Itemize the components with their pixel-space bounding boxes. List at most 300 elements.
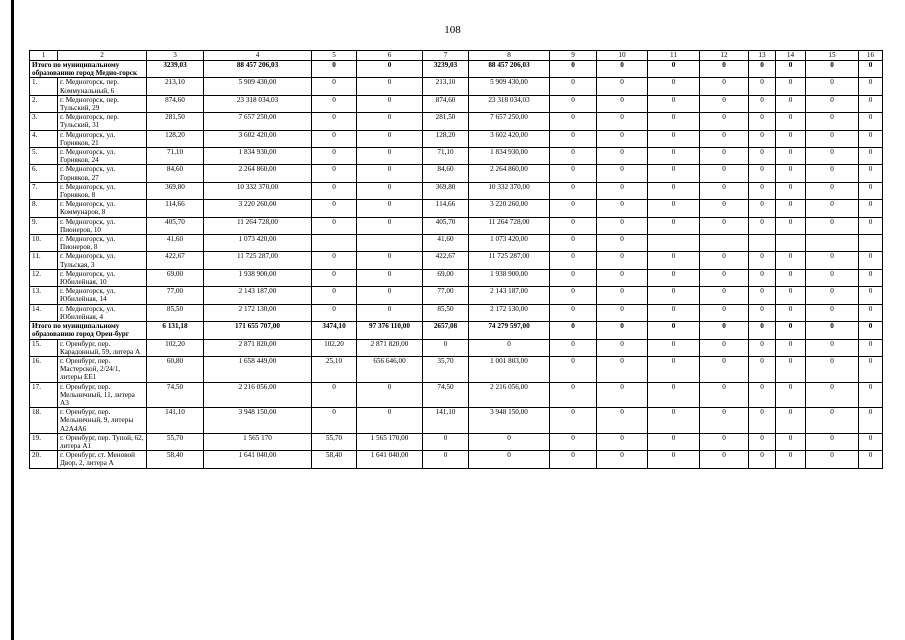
value-cell: 0 [550, 339, 597, 356]
row-number: 5. [30, 148, 58, 165]
value-cell: 0 [859, 113, 883, 130]
value-cell: 71,10 [423, 148, 469, 165]
value-cell: 0 [700, 95, 749, 112]
value-cell: 0 [749, 252, 776, 269]
value-cell: 2 264 860,00 [469, 165, 550, 182]
value-cell: 0 [597, 451, 648, 468]
table-row [30, 408, 883, 434]
address-cell: г. Оренбург, пер. Мельничный, 11, литера А3 [58, 382, 147, 408]
value-cell: 422,67 [147, 252, 204, 269]
value-cell: 1 565 170 [204, 433, 312, 450]
value-cell: 10 332 370,00 [204, 182, 312, 199]
value-cell: 0 [749, 61, 776, 78]
value-cell: 0 [648, 382, 700, 408]
address-cell: г. Оренбург, пер. Мельничный, 9, литеры А2А4А6 [58, 408, 147, 434]
value-cell: 0 [550, 61, 597, 78]
value-cell: 213,10 [147, 78, 204, 95]
value-cell: 5 909 430,00 [204, 78, 312, 95]
value-cell: 0 [859, 217, 883, 234]
value-cell: 0 [806, 304, 859, 321]
value-cell: 0 [648, 165, 700, 182]
value-cell: 0 [648, 252, 700, 269]
value-cell [648, 235, 700, 252]
value-cell: 0 [357, 252, 423, 269]
value-cell: 281,50 [423, 113, 469, 130]
table-row [30, 78, 883, 95]
address-cell: г. Медногорск, ул. Тульская, 3 [58, 252, 147, 269]
value-cell: 369,80 [147, 182, 204, 199]
value-cell: 0 [550, 113, 597, 130]
value-cell: 0 [776, 451, 806, 468]
value-cell: 0 [700, 200, 749, 217]
value-cell: 0 [700, 451, 749, 468]
value-cell [859, 235, 883, 252]
value-cell: 3 948 150,00 [204, 408, 312, 434]
value-cell: 0 [859, 322, 883, 339]
value-cell: 69,00 [423, 269, 469, 286]
value-cell: 0 [597, 356, 648, 382]
value-cell: 114,66 [147, 200, 204, 217]
value-cell: 3 602 420,00 [469, 130, 550, 147]
value-cell: 0 [312, 252, 357, 269]
table-row [30, 113, 883, 130]
value-cell: 0 [357, 61, 423, 78]
value-cell: 1 938 900,00 [469, 269, 550, 286]
value-cell: 1 658 449,00 [204, 356, 312, 382]
value-cell: 0 [423, 451, 469, 468]
value-cell: 213,10 [423, 78, 469, 95]
value-cell: 0 [357, 304, 423, 321]
value-cell: 0 [357, 165, 423, 182]
value-cell: 1 001 803,00 [469, 356, 550, 382]
value-cell: 0 [749, 322, 776, 339]
row-number: 20. [30, 451, 58, 468]
value-cell: 128,20 [147, 130, 204, 147]
value-cell: 0 [776, 356, 806, 382]
value-cell: 0 [597, 130, 648, 147]
value-cell: 2 172 130,00 [204, 304, 312, 321]
value-cell: 2 264 860,00 [204, 165, 312, 182]
value-cell: 0 [749, 408, 776, 434]
value-cell: 0 [423, 339, 469, 356]
value-cell: 11 725 287,00 [469, 252, 550, 269]
value-cell: 3 220 260,00 [469, 200, 550, 217]
value-cell: 25,10 [312, 356, 357, 382]
value-cell: 141,10 [423, 408, 469, 434]
row-number: 4. [30, 130, 58, 147]
value-cell: 0 [357, 130, 423, 147]
value-cell: 11 264 728,00 [469, 217, 550, 234]
value-cell: 0 [357, 182, 423, 199]
table-row [30, 252, 883, 269]
row-number: 9. [30, 217, 58, 234]
value-cell: 0 [700, 78, 749, 95]
row-number: 16. [30, 356, 58, 382]
row-number: 19. [30, 433, 58, 450]
table-row [30, 95, 883, 112]
value-cell: 0 [749, 148, 776, 165]
value-cell: 23 318 034,03 [469, 95, 550, 112]
value-cell: 0 [312, 382, 357, 408]
address-cell: г. Медногорск, ул. Горняков, 24 [58, 148, 147, 165]
address-cell: г. Медногорск, ул. Юбилейная, 4 [58, 304, 147, 321]
value-cell [749, 235, 776, 252]
value-cell: 55,70 [147, 433, 204, 450]
value-cell: 0 [859, 148, 883, 165]
address-cell: г. Медногорск, ул. Юбилейная, 14 [58, 287, 147, 304]
value-cell: 0 [312, 165, 357, 182]
value-cell: 1 834 930,00 [469, 148, 550, 165]
value-cell: 0 [859, 252, 883, 269]
value-cell: 55,70 [312, 433, 357, 450]
value-cell: 0 [312, 148, 357, 165]
value-cell: 0 [597, 165, 648, 182]
value-cell: 0 [806, 339, 859, 356]
value-cell [806, 235, 859, 252]
value-cell: 0 [806, 200, 859, 217]
value-cell: 0 [749, 433, 776, 450]
value-cell: 0 [648, 356, 700, 382]
value-cell: 0 [597, 217, 648, 234]
value-cell: 0 [859, 451, 883, 468]
value-cell: 0 [859, 356, 883, 382]
value-cell: 0 [597, 339, 648, 356]
value-cell: 0 [700, 217, 749, 234]
value-cell: 0 [859, 130, 883, 147]
table-row [30, 382, 883, 408]
value-cell: 0 [550, 322, 597, 339]
table-row [30, 433, 883, 450]
value-cell: 0 [806, 252, 859, 269]
value-cell: 11 264 728,00 [204, 217, 312, 234]
value-cell: 0 [597, 382, 648, 408]
value-cell: 88 457 206,03 [469, 61, 550, 78]
value-cell: 0 [859, 304, 883, 321]
value-cell: 0 [648, 287, 700, 304]
value-cell: 0 [700, 269, 749, 286]
value-cell: 0 [550, 382, 597, 408]
value-cell: 0 [700, 252, 749, 269]
value-cell: 0 [312, 130, 357, 147]
value-cell: 0 [597, 408, 648, 434]
value-cell: 0 [806, 451, 859, 468]
value-cell: 0 [749, 182, 776, 199]
subtotal-row [30, 61, 883, 78]
value-cell: 2 143 187,00 [469, 287, 550, 304]
address-cell: г. Оренбург, пер. Карадонный, 59, литера А [58, 339, 147, 356]
value-cell: 141,10 [147, 408, 204, 434]
value-cell: 0 [749, 304, 776, 321]
value-cell: 0 [859, 269, 883, 286]
value-cell: 0 [357, 382, 423, 408]
table-row [30, 235, 883, 252]
value-cell: 0 [806, 130, 859, 147]
value-cell: 0 [776, 287, 806, 304]
value-cell: 0 [776, 269, 806, 286]
row-number: 8. [30, 200, 58, 217]
value-cell: 0 [597, 304, 648, 321]
value-cell: 0 [700, 61, 749, 78]
value-cell: 1 834 930,00 [204, 148, 312, 165]
value-cell: 0 [859, 433, 883, 450]
value-cell: 405,70 [423, 217, 469, 234]
value-cell: 0 [312, 113, 357, 130]
value-cell: 11 725 287,00 [204, 252, 312, 269]
column-number-cell: 13 [749, 51, 776, 61]
value-cell: 23 318 034,03 [204, 95, 312, 112]
value-cell: 0 [776, 217, 806, 234]
value-cell: 0 [776, 408, 806, 434]
value-cell: 0 [749, 287, 776, 304]
address-cell: г. Медногорск, ул. Коммунаров, 8 [58, 200, 147, 217]
value-cell: 0 [312, 182, 357, 199]
value-cell: 0 [357, 148, 423, 165]
value-cell: 0 [806, 61, 859, 78]
value-cell: 0 [776, 78, 806, 95]
table-row [30, 130, 883, 147]
address-cell: г. Оренбург, пер. Тупой, 62, литера А1 [58, 433, 147, 450]
value-cell: 0 [749, 95, 776, 112]
column-number-cell: 15 [806, 51, 859, 61]
subtotal-label: Итого по муниципальному образованию город Медно-горск [30, 61, 147, 78]
value-cell: 0 [859, 408, 883, 434]
value-cell: 0 [806, 356, 859, 382]
value-cell: 3 220 260,00 [204, 200, 312, 217]
value-cell: 114,66 [423, 200, 469, 217]
column-number-cell: 8 [469, 51, 550, 61]
value-cell: 0 [550, 217, 597, 234]
value-cell: 0 [749, 339, 776, 356]
column-number-cell: 11 [648, 51, 700, 61]
column-number-cell: 10 [597, 51, 648, 61]
address-cell: г. Оренбург, ст. Меновой Двор, 2, литера А [58, 451, 147, 468]
row-number: 6. [30, 165, 58, 182]
value-cell: 0 [806, 95, 859, 112]
value-cell: 0 [776, 113, 806, 130]
value-cell: 2 143 187,00 [204, 287, 312, 304]
value-cell: 0 [597, 269, 648, 286]
column-number-cell: 4 [204, 51, 312, 61]
value-cell: 71,10 [147, 148, 204, 165]
value-cell: 0 [597, 113, 648, 130]
value-cell: 35,70 [423, 356, 469, 382]
value-cell: 0 [806, 182, 859, 199]
value-cell: 0 [597, 182, 648, 199]
column-number-cell: 9 [550, 51, 597, 61]
value-cell: 0 [776, 252, 806, 269]
value-cell: 0 [700, 433, 749, 450]
value-cell: 85,50 [147, 304, 204, 321]
value-cell: 0 [700, 408, 749, 434]
value-cell: 0 [357, 95, 423, 112]
address-cell: г. Медногорск, ул. Юбилейная, 10 [58, 269, 147, 286]
column-number-cell: 2 [58, 51, 147, 61]
value-cell [312, 235, 357, 252]
value-cell: 0 [312, 61, 357, 78]
subtotal-label: Итого по муниципальному образованию город Орен-бург [30, 322, 147, 339]
value-cell: 0 [648, 433, 700, 450]
value-cell: 41,60 [423, 235, 469, 252]
value-cell: 6 131,18 [147, 322, 204, 339]
value-cell: 0 [597, 322, 648, 339]
value-cell: 0 [550, 269, 597, 286]
value-cell: 0 [700, 322, 749, 339]
value-cell: 0 [859, 200, 883, 217]
value-cell: 0 [859, 182, 883, 199]
value-cell: 0 [776, 95, 806, 112]
value-cell: 0 [749, 78, 776, 95]
value-cell: 281,50 [147, 113, 204, 130]
value-cell: 0 [312, 200, 357, 217]
value-cell: 0 [648, 61, 700, 78]
row-number: 14. [30, 304, 58, 321]
value-cell: 0 [859, 339, 883, 356]
address-cell: г. Медногорск, ул. Пионеров, 10 [58, 217, 147, 234]
page-left-rule [11, 0, 14, 640]
value-cell: 0 [597, 252, 648, 269]
value-cell: 0 [648, 451, 700, 468]
value-cell: 0 [776, 182, 806, 199]
value-cell: 85,50 [423, 304, 469, 321]
value-cell: 0 [648, 148, 700, 165]
value-cell: 7 657 250,00 [469, 113, 550, 130]
value-cell: 0 [776, 433, 806, 450]
row-number: 10. [30, 235, 58, 252]
table-row [30, 287, 883, 304]
value-cell: 74,50 [147, 382, 204, 408]
value-cell: 0 [550, 252, 597, 269]
value-cell: 0 [700, 382, 749, 408]
row-number: 7. [30, 182, 58, 199]
value-cell: 0 [806, 113, 859, 130]
value-cell: 0 [597, 61, 648, 78]
value-cell [357, 235, 423, 252]
value-cell: 0 [648, 182, 700, 199]
value-cell: 2 172 130,00 [469, 304, 550, 321]
value-cell: 0 [806, 382, 859, 408]
row-number: 2. [30, 95, 58, 112]
value-cell: 0 [550, 433, 597, 450]
value-cell: 0 [357, 269, 423, 286]
value-cell: 69,00 [147, 269, 204, 286]
value-cell: 3474,10 [312, 322, 357, 339]
value-cell: 0 [550, 287, 597, 304]
address-cell: г. Медногорск, ул. Горняков, 27 [58, 165, 147, 182]
value-cell: 0 [749, 356, 776, 382]
value-cell [776, 235, 806, 252]
value-cell: 0 [806, 287, 859, 304]
value-cell: 1 073 420,00 [469, 235, 550, 252]
column-number-cell: 3 [147, 51, 204, 61]
column-number-cell: 12 [700, 51, 749, 61]
value-cell: 0 [469, 433, 550, 450]
value-cell: 0 [648, 408, 700, 434]
value-cell: 2 871 820,00 [357, 339, 423, 356]
value-cell: 0 [648, 130, 700, 147]
value-cell: 0 [357, 200, 423, 217]
value-cell: 0 [806, 165, 859, 182]
value-cell: 1 565 170,00 [357, 433, 423, 450]
value-cell: 41,60 [147, 235, 204, 252]
value-cell: 0 [700, 148, 749, 165]
value-cell: 0 [859, 78, 883, 95]
value-cell: 0 [806, 148, 859, 165]
column-number-cell: 16 [859, 51, 883, 61]
value-cell: 0 [648, 200, 700, 217]
value-cell: 1 073 420,00 [204, 235, 312, 252]
value-cell: 102,20 [147, 339, 204, 356]
value-cell: 0 [648, 217, 700, 234]
table-row [30, 148, 883, 165]
value-cell: 0 [597, 287, 648, 304]
value-cell: 0 [776, 61, 806, 78]
value-cell: 10 332 370,00 [469, 182, 550, 199]
value-cell: 0 [859, 287, 883, 304]
value-cell: 0 [648, 322, 700, 339]
value-cell: 0 [550, 304, 597, 321]
value-cell: 2 216 056,00 [469, 382, 550, 408]
address-cell: г. Медногорск, пер. Тульский, 31 [58, 113, 147, 130]
value-cell: 0 [700, 113, 749, 130]
value-cell: 0 [776, 322, 806, 339]
value-cell: 0 [859, 61, 883, 78]
value-cell: 0 [312, 78, 357, 95]
value-cell: 0 [312, 269, 357, 286]
value-cell: 0 [776, 200, 806, 217]
column-number-row [30, 51, 883, 61]
value-cell: 2 216 056,00 [204, 382, 312, 408]
table-row [30, 200, 883, 217]
value-cell: 58,40 [312, 451, 357, 468]
value-cell: 0 [648, 113, 700, 130]
row-number: 11. [30, 252, 58, 269]
row-number: 12. [30, 269, 58, 286]
value-cell: 77,00 [423, 287, 469, 304]
value-cell: 0 [550, 148, 597, 165]
value-cell: 0 [700, 130, 749, 147]
table-row [30, 217, 883, 234]
value-cell: 3 948 150,00 [469, 408, 550, 434]
value-cell: 0 [357, 217, 423, 234]
column-number-cell: 14 [776, 51, 806, 61]
value-cell: 0 [648, 78, 700, 95]
value-cell: 0 [550, 356, 597, 382]
table-row [30, 165, 883, 182]
address-cell: г. Медногорск, ул. Пионеров, 8 [58, 235, 147, 252]
value-cell: 0 [423, 433, 469, 450]
value-cell: 0 [357, 78, 423, 95]
row-number: 18. [30, 408, 58, 434]
value-cell: 0 [550, 235, 597, 252]
row-number: 3. [30, 113, 58, 130]
value-cell: 0 [749, 130, 776, 147]
value-cell: 0 [469, 451, 550, 468]
value-cell: 0 [700, 182, 749, 199]
value-cell: 0 [806, 408, 859, 434]
value-cell: 60,80 [147, 356, 204, 382]
value-cell: 0 [859, 165, 883, 182]
table-row [30, 451, 883, 468]
value-cell: 0 [806, 322, 859, 339]
table-row [30, 269, 883, 286]
value-cell: 422,67 [423, 252, 469, 269]
value-cell: 0 [749, 451, 776, 468]
value-cell: 1 641 040,00 [204, 451, 312, 468]
value-cell: 74 279 597,00 [469, 322, 550, 339]
value-cell: 0 [550, 200, 597, 217]
value-cell: 369,80 [423, 182, 469, 199]
value-cell: 84,60 [147, 165, 204, 182]
